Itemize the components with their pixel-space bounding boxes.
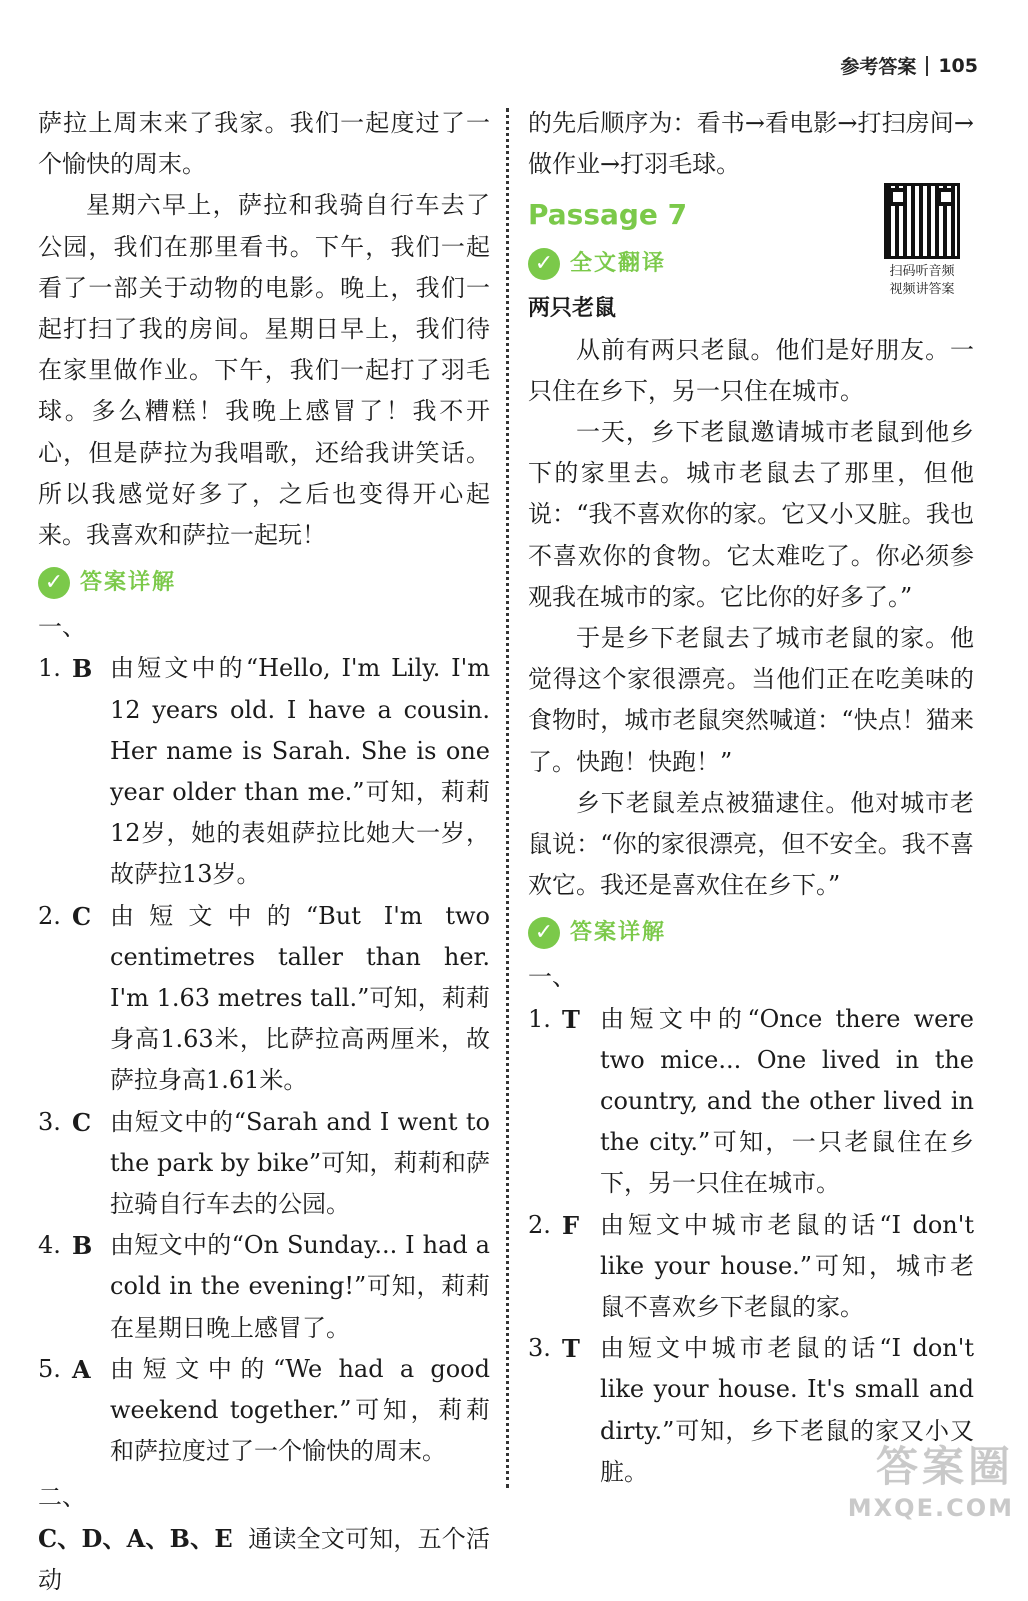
answer-item <box>38 1102 490 1226</box>
item-answer: F <box>562 1210 580 1240</box>
story-title: 两只老鼠 <box>528 296 617 322</box>
answer-item <box>38 1225 490 1349</box>
item-answer: B <box>72 1231 93 1261</box>
answer-item <box>528 1205 974 1329</box>
intro-paragraph: 萨拉上周末来了我家。我们一起度过了一个愉快的周末。 <box>38 109 490 179</box>
right-column <box>528 103 974 1493</box>
answer-item <box>38 896 490 1102</box>
item-explanation: 由短文中的“We had a good weekend together.”可知，莉莉和萨拉度过了一个愉快的周末。 <box>110 1354 490 1466</box>
qr-caption-2: 视频讲答案 <box>889 282 955 297</box>
item-explanation: 由短文中的“But I'm two centimetres taller than her. I'm 1.63 metres tall.”可知，莉莉身高1.63米，比萨拉高两厘米，故萨拉身高1.61米。 <box>110 901 490 1095</box>
translation-heading-label: 全文翻译 <box>570 251 667 277</box>
left-column <box>38 103 490 1601</box>
item-number: 5. <box>38 1354 61 1383</box>
answer-heading-label: 答案详解 <box>570 920 667 946</box>
answer-item <box>38 1349 490 1473</box>
item-explanation: 由短文中城市老鼠的话“I don't like your house. It's small and dirty.”可知，乡下老鼠的家又小又脏。 <box>600 1334 974 1486</box>
passage-title: Passage 7 <box>528 198 688 232</box>
check-icon: ✓ <box>528 248 560 280</box>
check-icon: ✓ <box>38 567 70 599</box>
qr-caption-1: 扫码听音频 <box>889 264 955 279</box>
item-answer: A <box>72 1354 91 1384</box>
column-divider <box>506 108 509 1488</box>
item-explanation: 由短文中的“On Sunday... I had a cold in the evening!”可知，莉莉在星期日晚上感冒了。 <box>110 1231 490 1342</box>
story-paragraph: 于是乡下老鼠去了城市老鼠的家。他觉得这个家很漂亮。当他们正在吃美味的食物时，城市老鼠突然喊道：“快点！猫来了。快跑！快跑！” <box>528 624 974 776</box>
answer-heading-label: 答案详解 <box>80 570 177 596</box>
header-separator <box>926 56 928 76</box>
item-number: 1. <box>38 654 61 683</box>
item-explanation: 由短文中城市老鼠的话“I don't like your house.”可知，城市老鼠不喜欢乡下老鼠的家。 <box>600 1210 974 1322</box>
section-two-text: 通读全文可知，五个活动 <box>38 1524 490 1594</box>
qr-code-block <box>874 183 970 299</box>
section-one-label: 一、 <box>528 963 576 992</box>
story-paragraph: 星期六早上，萨拉和我骑自行车去了公园，我们在那里看书。下午，我们一起看了一部关于动物的电影。晚上，我们一起打扫了我的房间。星期日早上，我们待在家里做作业。下午，我们一起打了羽毛球。多么糟糕！我晚上感冒了！我不开心，但是萨拉为我唱歌，还给我讲笑话。所以我感觉好多了，之后也变得开心起来。我喜欢和萨拉一起玩！ <box>38 191 490 550</box>
item-explanation: 由短文中的“Once there were two mice... One lived in the country, and the other lived in the city.”可知，一只老鼠住在乡下，另一只住在城市。 <box>600 1004 974 1198</box>
check-icon: ✓ <box>528 917 560 949</box>
section-label: 参考答案 <box>840 56 917 78</box>
section-one-label: 一、 <box>38 613 86 642</box>
answer-item <box>38 648 490 895</box>
item-number: 3. <box>528 1334 551 1363</box>
item-number: 4. <box>38 1231 61 1260</box>
page-header <box>840 52 978 79</box>
item-answer: B <box>72 654 93 684</box>
item-answer: C <box>72 1107 92 1137</box>
story-paragraph: 乡下老鼠差点被猫逮住。他对城市老鼠说：“你的家很漂亮，但不安全。我不喜欢它。我还是喜欢住在乡下。” <box>528 788 974 900</box>
section-two-order: C、D、A、B、E <box>38 1523 233 1553</box>
story-paragraph: 一天，乡下老鼠邀请城市老鼠到他乡下的家里去。城市老鼠去了那里，但他说：“我不喜欢你的家。它又小又脏。我也不喜欢你的食物。它太难吃了。你必须参观我在城市的家。它比你的好多了。” <box>528 418 974 611</box>
watermark <box>848 1434 1014 1522</box>
item-answer: C <box>72 901 92 931</box>
section-two-answer <box>38 1518 490 1601</box>
item-number: 3. <box>38 1107 61 1136</box>
item-number: 2. <box>38 901 61 930</box>
item-number: 2. <box>528 1210 551 1239</box>
answer-heading <box>528 912 974 953</box>
watermark-url: MXQE.COM <box>847 1494 1014 1522</box>
item-number: 1. <box>528 1004 551 1033</box>
page-number: 105 <box>938 54 978 77</box>
story-paragraph: 从前有两只老鼠。他们是好朋友。一只住在乡下，另一只住在城市。 <box>528 335 974 405</box>
item-explanation: 由短文中的“Sarah and I went to the park by bike”可知，莉莉和萨拉骑自行车去的公园。 <box>110 1107 490 1219</box>
watermark-logo: 答案圈 <box>875 1442 1014 1491</box>
item-answer: T <box>562 1004 580 1034</box>
section-two-label: 二、 <box>38 1482 86 1511</box>
qr-code-icon[interactable] <box>884 183 960 259</box>
answer-item <box>528 999 974 1205</box>
continuation-paragraph: 的先后顺序为：看书→看电影→打扫房间→做作业→打羽毛球。 <box>528 109 974 179</box>
item-answer: T <box>562 1334 580 1364</box>
item-explanation: 由短文中的“Hello, I'm Lily. I'm 12 years old. I have a cousin. Her name is Sarah. She is one year older than me.”可知，莉莉12岁，她的表姐萨拉比她大一岁，故萨拉13岁。 <box>110 654 490 889</box>
answer-heading <box>38 562 490 603</box>
